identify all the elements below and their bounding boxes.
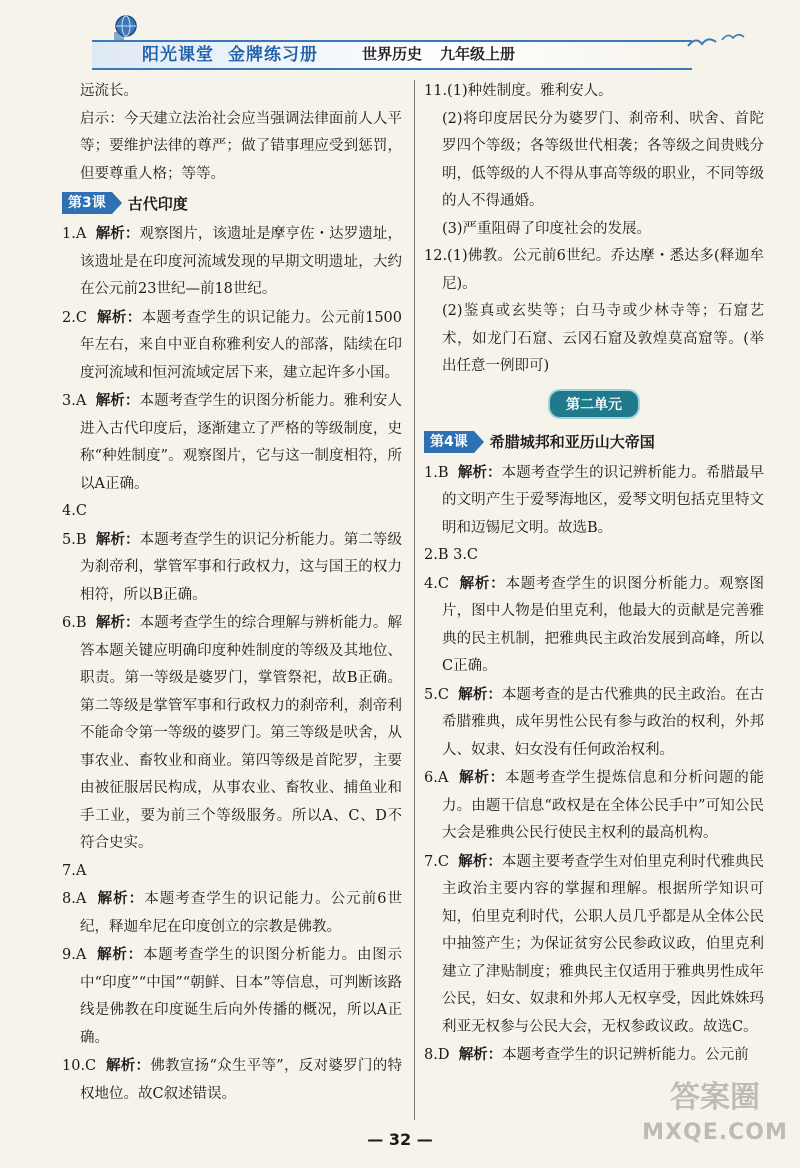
answer-12-part-1: 12.(1)佛教。公元前6世纪。乔达摩・悉达多(释迦牟尼)。 [424, 248, 764, 292]
analysis-label: 解析： [457, 463, 502, 481]
answer-1 [62, 220, 402, 304]
unit-2-banner [424, 389, 764, 419]
analysis-label: 解析： [97, 890, 145, 907]
analysis-label: 解析： [97, 946, 143, 963]
answer-7: 7.A [62, 862, 87, 879]
analysis-label: 解析： [95, 392, 140, 409]
lesson-4-heading [424, 429, 764, 455]
analysis-text: 本题考查学生提炼信息和分析问题的能力。由题干信息“政权是在全体公民手中”可知公民大会是雅典公民行使民主权利的最高机构。 [442, 770, 765, 841]
answer-b8 [424, 1041, 764, 1070]
answer-11-part-1: 11.(1)种姓制度。雅利安人。 [424, 83, 613, 99]
answer-number: 2.C [62, 309, 87, 326]
answer-number: 5.C [424, 686, 449, 703]
analysis-label: 解析： [96, 308, 142, 326]
analysis-text: 本题考查学生的识记辨析能力。希腊最早的文明产生于爱琴海地区，爱琴文明包括克里特文明和迈锡尼文明。故选B。 [442, 464, 765, 536]
subject-name: 世界历史 [362, 45, 423, 63]
analysis-text: 本题考查学生的识记辨析能力。公元前 [502, 1047, 749, 1063]
answer-3 [62, 387, 402, 498]
left-column [62, 78, 402, 1108]
analysis-label: 解析： [458, 685, 502, 703]
answer-number: 8.D [424, 1047, 450, 1063]
answer-4: 4.C [62, 503, 87, 519]
lesson-4-title: 希腊城邦和亚历山大帝国 [489, 433, 655, 451]
grade-name: 九年级上册 [440, 45, 516, 63]
lesson-arrow-icon [112, 192, 122, 214]
lesson-3-number: 第3课 [62, 192, 112, 214]
analysis-label: 解析： [95, 530, 140, 548]
page-header [0, 0, 800, 78]
analysis-text: 佛教宣扬“众生平等”，反对婆罗门的特权地位。故C叙述错误。 [80, 1058, 403, 1102]
analysis-text: 本题考查学生的识图分析能力。雅利安人进入古代印度后，逐渐建立了严格的等级制度，史称“种姓制度”。观察图片，它与这一制度相符，所以A正确。 [80, 393, 403, 492]
analysis-text: 本题考查学生的识记能力。公元前6世纪，释迦牟尼在印度创立的宗教是佛教。 [80, 891, 403, 935]
analysis-text: 本题考查学生的识图分析能力。观察图片，图中人物是伯里克利，他最大的贡献是完善雅典的民主机制，把雅典民主政治发展到高峰，所以C正确。 [442, 575, 765, 674]
analysis-text: 本题考查学生的综合理解与辨析能力。解答本题关键应明确印度种姓制度的等级及其地位、职责。第一等级是婆罗门，掌管祭祀，故B正确。第二等级是掌管军事和行政权力的刹帝利，刹帝利不能命令第一等级的婆罗门。第三等级是吠舍，从事农业、畜牧业和商业。第四等级是首陀罗，主要由被征服居民构成，从事农业、畜牧业、捕鱼业和手工业，要为前三个等级服务。所以A、C、D不符合史实。 [80, 615, 403, 851]
analysis-text: 本题考查学生的识图分析能力。由图示中“印度”“中国”“朝鲜、日本”等信息，可判断该路线是佛教在印度诞生后向外传播的概况，所以A正确。 [80, 947, 403, 1046]
brand-name: 阳光课堂 [142, 45, 214, 65]
analysis-label: 解析： [458, 852, 502, 870]
site-watermark [640, 1078, 790, 1158]
answer-8 [62, 885, 402, 941]
answer-b7 [424, 848, 764, 1042]
answer-number: 9.A [62, 947, 87, 963]
analysis-text: 本题考查的是古代雅典的民主政治。在古希腊雅典，成年男性公民有参与政治的权利，外邦人、奴隶、妇女没有任何政治权利。 [442, 686, 765, 758]
answer-6 [62, 609, 402, 858]
answer-11-part-2: (2)将印度居民分为婆罗门、刹帝利、吠舍、首陀罗四个等级；各等级世代相袭；各等级之间贵贱分明，低等级的人不得从事高等级的职业，不同等级的人不得通婚。 [442, 110, 764, 209]
analysis-label: 解析： [459, 574, 506, 592]
answer-10 [62, 1052, 402, 1108]
answer-12-part-2: (2)鉴真或玄奘等；白马寺或少林寺等；石窟艺术，如龙门石窟、云冈石窟及敦煌莫高窟等。(举出任意一例即可) [442, 303, 764, 374]
analysis-label: 解析： [95, 225, 140, 242]
subject-info [362, 43, 533, 64]
answer-number: 7.C [424, 853, 449, 870]
brand-title [142, 40, 318, 65]
brand-subtitle: 金牌练习册 [228, 45, 318, 65]
analysis-text: 观察图片，该遗址是摩亨佐・达罗遗址，该遗址是在印度河流域发现的早期文明遗址，大约在公元前23世纪—前18世纪。 [80, 226, 403, 297]
watermark-line-2: MXQE.COM [642, 1120, 788, 1145]
answer-b2-b3: 2.B 3.C [424, 547, 479, 563]
answer-b6 [424, 764, 764, 848]
answer-number: 6.A [424, 770, 449, 786]
analysis-label: 解析： [105, 1057, 151, 1074]
continued-text: 远流长。 [80, 83, 138, 99]
analysis-text: 本题考查学生的识记分析能力。第二等级为刹帝利，掌管军事和行政权力，这与国王的权力相符，所以B正确。 [80, 531, 403, 603]
unit-2-label: 第二单元 [548, 389, 640, 419]
answer-number: 1.A [62, 226, 87, 242]
answer-number: 1.B [424, 464, 449, 481]
answer-number: 10.C [62, 1058, 97, 1074]
lesson-4-number: 第4课 [424, 431, 474, 453]
analysis-text: 本题考查学生的识记能力。公元前1500年左右，来自中亚自称雅利安人的部落，陆续在印度河流域和恒河流域定居下来，建立起许多小国。 [80, 309, 403, 381]
page-number: — 32 — [367, 1130, 433, 1149]
analysis-label: 解析： [95, 614, 140, 631]
lesson-arrow-icon [474, 431, 484, 453]
birds-icon [680, 28, 750, 58]
answer-11-part-3: (3)严重阻碍了印度社会的发展。 [442, 220, 652, 237]
answer-b5 [424, 681, 764, 765]
answer-number: 5.B [62, 531, 87, 548]
watermark-line-1: 答案圈 [670, 1080, 760, 1115]
answer-number: 8.A [62, 891, 87, 907]
answer-number: 4.C [424, 575, 449, 592]
analysis-text: 本题主要考查学生对伯里克利时代雅典民主政治主要内容的掌握和理解。根据所学知识可知，伯里克利时代，公职人员几乎都是从全体公民中抽签产生；为保证贫穷公民参政议政，伯里克利建立了津贴制度；雅典民主仅适用于雅典男性成年公民，妇女、奴隶和外邦人无权享受，因此姝姝玛利亚无权参与公民大会，无权参政议政。故选C。 [442, 853, 765, 1035]
answer-number: 6.B [62, 615, 87, 631]
answer-2 [62, 304, 402, 388]
right-column [424, 78, 764, 1070]
insight-text: 启示：今天建立法治社会应当强调法律面前人人平等；要维护法律的尊严；做了错事理应受到惩罚，但要尊重人格；等等。 [80, 110, 402, 182]
lesson-3-title: 古代印度 [127, 194, 188, 213]
answer-number: 3.A [62, 393, 87, 409]
answer-b1 [424, 459, 764, 543]
analysis-label: 解析： [458, 1046, 503, 1063]
answer-b4 [424, 570, 764, 681]
analysis-label: 解析： [459, 769, 505, 786]
answer-9 [62, 941, 402, 1052]
column-divider [414, 80, 415, 1120]
lesson-3-heading [62, 190, 402, 216]
answer-5 [62, 526, 402, 610]
